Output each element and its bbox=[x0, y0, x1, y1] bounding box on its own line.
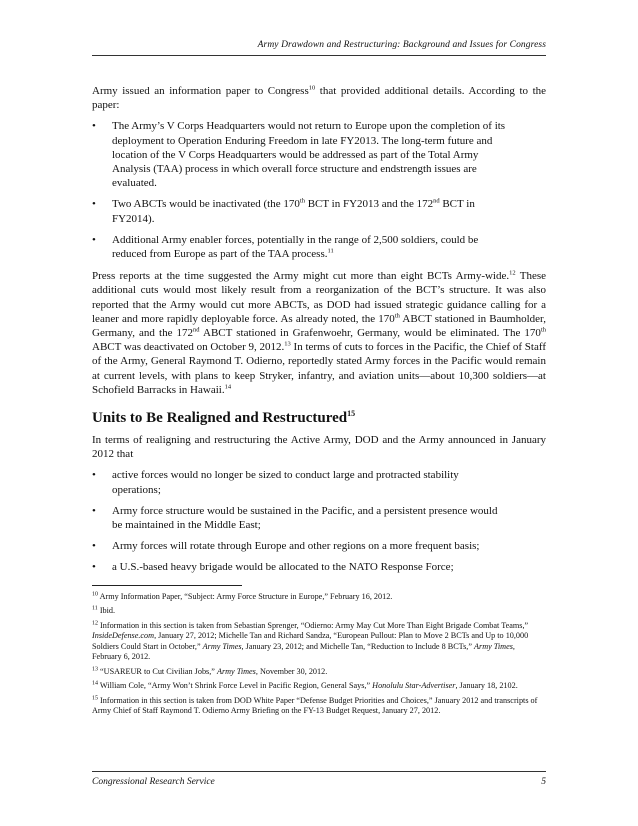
bullet-icon: • bbox=[92, 198, 96, 211]
page-number: 5 bbox=[541, 777, 546, 787]
list-item: • Additional Army enabler forces, potentially in the range of 2,500 soldiers, could be reduced from Europe as part of the TAA process.$^{11}$ bbox=[92, 233, 479, 261]
bullet-icon: • bbox=[92, 504, 96, 517]
intro-paragraph: Army issued an information paper to Congress$^{10}$ that provided additional details. According to the paper: bbox=[92, 84, 547, 112]
footnote-ref-13[interactable]: 13 bbox=[284, 340, 291, 348]
footnote-12: $^{12}$ Information in this section is taken from Sebastian Sprenger, “Odierno: Army May Cut More Than Eight Brigade Combat Teams,” InsideDefense.com, January 27, 2012; Michelle Tan and Richard Sandza, “European Pullout: Plan to Move 2 BCTs and Up to 10,000 Soldiers Could Start in October,” Army Times, January 23, 2012; and Michelle Tan, “Reduction to Include 8 BCTs,” Army Times, February 6, 2012. bbox=[92, 619, 529, 662]
europe-bullet-list bbox=[92, 119, 546, 261]
list-item: • active forces would no longer be sized to conduct large and protracted stability operations; bbox=[92, 469, 459, 496]
bullet-icon: • bbox=[92, 233, 96, 246]
bullet-icon: • bbox=[92, 540, 96, 553]
footer-rule bbox=[92, 771, 546, 772]
footnote-ref-12[interactable]: 12 bbox=[509, 269, 516, 277]
footnote-ref-11[interactable]: 11 bbox=[327, 247, 334, 255]
realignment-bullet-list bbox=[92, 468, 546, 574]
press-reports-paragraph: Press reports at the time suggested the Army might cut more than eight BCTs Army-wide.$^{12}$ These additional cuts would most likely result from a reorganization of the BCT’s structure. It was also reported that the Army would cut more ABCTs, as DOD had issued strategic guidance calling for a leaner and more rapidly deployable force. As already noted, the 170th ABCT stationed in Baumholder, Germany, and the 172nd ABCT stationed in Grafenwoehr, Germany, would be eliminated. The 170th ABCT was deactivated on October 9, 2012.13 In terms of cuts to forces in the Pacific, the Chief of Staff of the Army, General Raymond T. Odierno, reportedly stated Army forces in the Pacific would remain at current levels, with plans to keep Stryker, infantry, and aviation units—about 10,300 soldiers—at Schofield Barracks in Hawaii.$^{14}$ bbox=[92, 269, 546, 396]
header-rule bbox=[92, 55, 546, 56]
section-intro-paragraph: In terms of realigning and restructuring the Active Army, DOD and the Army announced in January 2012 that bbox=[92, 434, 546, 461]
running-header: Army Drawdown and Restructuring: Background and Issues for Congress bbox=[257, 40, 546, 50]
list-item: • a U.S.-based heavy brigade would be allocated to the NATO Response Force; bbox=[92, 561, 454, 574]
bullet-icon: • bbox=[92, 469, 96, 482]
section-heading: Units to Be Realigned and Restructured$^{15}$ bbox=[92, 409, 356, 427]
footnote-10: $^{10}$ Army Information Paper, “Subject: Army Force Structure in Europe,” February 16, 2012. bbox=[92, 590, 393, 601]
list-item: • Army force structure would be sustained in the Pacific, and a persistent presence would be maintained in the Middle East; bbox=[92, 504, 498, 532]
footnote-ref-10[interactable]: 10 bbox=[308, 84, 316, 92]
list-item: • Two ABCTs would be inactivated (the 170th BCT in FY2013 and the 172nd BCT in FY2014). bbox=[92, 197, 475, 225]
footnote-13: $^{13}$ “USAREUR to Cut Civilian Jobs,” Army Times, November 30, 2012. bbox=[92, 665, 328, 676]
list-item: • Army forces will rotate through Europe and other regions on a more frequent basis; bbox=[92, 540, 480, 553]
bullet-icon: • bbox=[92, 561, 96, 574]
footnote-separator bbox=[92, 585, 242, 586]
list-item: • The Army’s V Corps Headquarters would not return to Europe upon the completion of its deployment to Operation Enduring Freedom in late FY2013. The long-term future and location of the V Corps Headquarters would be addressed as part of the Total Army Analysis (TAA) process in which overall force structure and endstrength issues are evaluated. bbox=[92, 120, 506, 190]
bullet-icon: • bbox=[92, 120, 96, 133]
footer-organization: Congressional Research Service bbox=[92, 777, 215, 787]
footnote-14: $^{14}$ William Cole, “Army Won’t Shrink Force Level in Pacific Region, General Says,” Honolulu Star-Advertiser, January 18, 2102. bbox=[92, 680, 518, 691]
page-body bbox=[92, 84, 546, 721]
footnote-ref-14[interactable]: 14 bbox=[224, 383, 232, 391]
footnote-15: $^{15}$ Information in this section is taken from DOD White Paper “Defense Budget Priorities and Choices,” January 2012 and transcripts of Army Chief of Staff Raymond T. Odierno Army Briefing on the FY-13 Budget Request, January 27, 2012. bbox=[92, 694, 538, 716]
footnote-ref-15[interactable]: 15 bbox=[347, 409, 356, 419]
footnote-11: $^{11}$ Ibid. bbox=[92, 605, 116, 616]
